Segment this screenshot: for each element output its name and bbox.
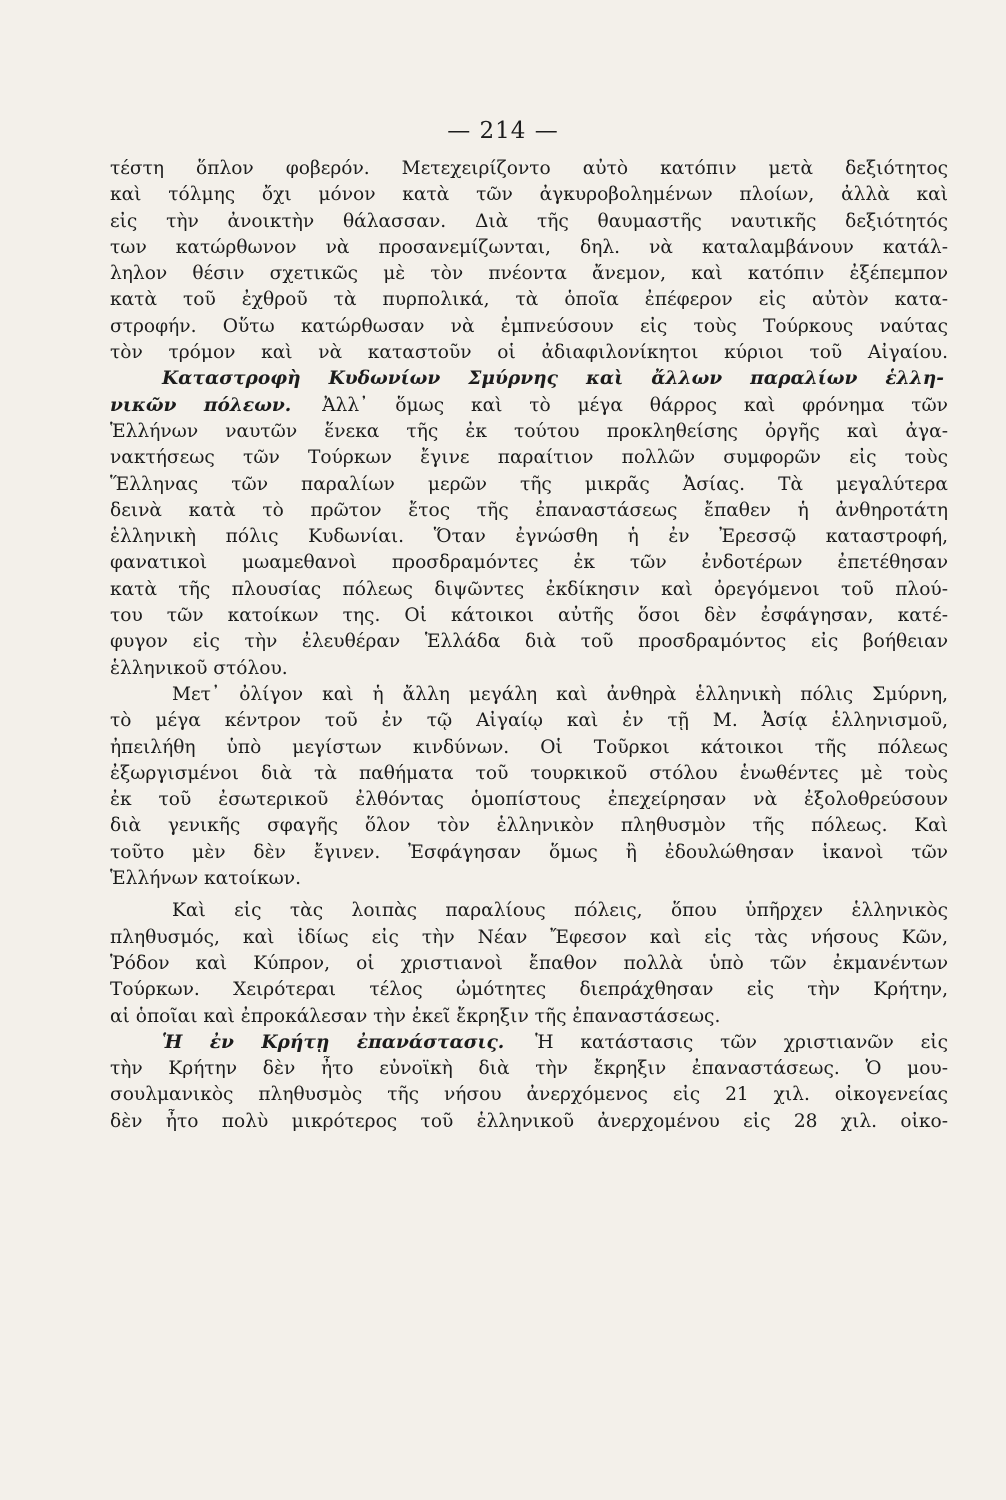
text-line: Μετ᾽ ὀλίγον καὶ ἡ ἄλλη μεγάλη καὶ ἀνθηρὰ ἑλληνικὴ πόλις Σμύρνη,: [172, 683, 948, 705]
text-line: ἠπειλήθη ὑπὸ μεγίστων κινδύνων. Οἱ Τοῦρκοι κάτοικοι τῆς πόλεως: [110, 736, 948, 758]
text-line: ληλον θέσιν σχετικῶς μὲ τὸν πνέοντα ἄνεμον, καὶ κατόπιν ἐξέπεμπον: [110, 263, 948, 285]
text-line: τὴν Κρήτην δὲν ἦτο εὐνοϊκὴ διὰ τὴν ἔκρηξιν ἐπαναστάσεως. Ὁ μου-: [110, 1058, 948, 1080]
text-line: κατὰ τοῦ ἐχθροῦ τὰ πυρπολικά, τὰ ὁποῖα ἐπέφερον εἰς αὐτὸν κατα-: [110, 289, 948, 311]
section-heading-text: Ἡ ἐν Κρήτῃ ἐπανάστασις.: [162, 1031, 505, 1053]
text-line: ἑλληνικὴ πόλις Κυδωνίαι. Ὅταν ἐγνώσθη ἡ ἐν Ἐρεσσῷ καταστροφή,: [110, 526, 948, 548]
text-line: ἐκ τοῦ ἐσωτερικοῦ ἐλθόντας ὁμοπίστους ἐπεχείρησαν νὰ ἐξολοθρεύσουν: [110, 789, 948, 811]
text-line: διὰ γενικῆς σφαγῆς ὅλον τὸν ἑλληνικὸν πληθυσμὸν τῆς πόλεως. Καὶ: [110, 815, 948, 837]
section-heading: [110, 366, 948, 392]
text-line: Ῥόδον καὶ Κύπρον, οἱ χριστιανοὶ ἔπαθον πολλὰ ὑπὸ τῶν ἐκμανέντων: [110, 952, 948, 974]
text-line: δὲν ἦτο πολὺ μικρότερος τοῦ ἑλληνικοῦ ἀνερχομένου εἰς 28 χιλ. οἰκο-: [110, 1110, 948, 1132]
text-line: [110, 1030, 948, 1056]
text-line: των κατώρθωνον νὰ προσανεμίζωνται, δηλ. νὰ καταλαμβάνουν κατάλ-: [110, 236, 948, 258]
body-text: [110, 156, 948, 1135]
text-line: Ἑλλήνων ναυτῶν ἕνεκα τῆς ἐκ τούτου προκληθείσης ὀργῆς καὶ ἀγα-: [110, 420, 948, 442]
text-line: πληθυσμός, καὶ ἰδίως εἰς τὴν Νέαν Ἔφεσον καὶ εἰς τὰς νήσους Κῶν,: [110, 926, 948, 948]
text-line: τὸ μέγα κέντρον τοῦ ἐν τῷ Αἰγαίῳ καὶ ἐν τῇ Μ. Ἀσίᾳ ἑλληνισμοῦ,: [110, 710, 948, 732]
text-line: ἐξωργισμένοι διὰ τὰ παθήματα τοῦ τουρκικοῦ στόλου ἑνωθέντες μὲ τοὺς: [110, 762, 948, 784]
page-number: — 214 —: [447, 118, 559, 144]
text-line: φυγον εἰς τὴν ἐλευθέραν Ἑλλάδα διὰ τοῦ προσδραμόντος εἰς βοήθειαν: [110, 631, 948, 653]
text-line: φανατικοὶ μωαμεθανοὶ προσδραμόντες ἐκ τῶν ἐνδοτέρων ἐπετέθησαν: [110, 552, 948, 574]
text-line: τὸν τρόμον καὶ νὰ καταστοῦν οἱ ἀδιαφιλονίκητοι κύριοι τοῦ Αἰγαίου.: [110, 342, 948, 364]
text-line: δεινὰ κατὰ τὸ πρῶτον ἔτος τῆς ἐπαναστάσεως ἔπαθεν ἡ ἀνθηροτάτη: [110, 499, 948, 521]
text-line: Ἕλληνας τῶν παραλίων μερῶν τῆς μικρᾶς Ἀσίας. Τὰ μεγαλύτερα: [110, 473, 948, 495]
text-line: ἑλληνικοῦ στόλου.: [110, 657, 288, 679]
text-line: εἰς τὴν ἀνοικτὴν θάλασσαν. Διὰ τῆς θαυμαστῆς ναυτικῆς δεξιότητός: [110, 210, 948, 232]
text-line: στροφήν. Οὕτω κατώρθωσαν νὰ ἐμπνεύσουν εἰς τοὺς Τούρκους ναύτας: [110, 315, 948, 337]
text-line: [110, 393, 948, 419]
text-line: του τῶν κατοίκων της. Οἱ κάτοικοι αὐτῆς ὅσοι δὲν ἐσφάγησαν, κατέ-: [110, 605, 948, 627]
text-line: αἱ ὁποῖαι καὶ ἐπροκάλεσαν τὴν ἐκεῖ ἔκρηξιν τῆς ἐπαναστάσεως.: [110, 1005, 721, 1027]
text-line: καὶ τόλμης ὄχι μόνον κατὰ τῶν ἀγκυροβολημένων πλοίων, ἀλλὰ καὶ: [110, 184, 948, 206]
text-line: σουλμανικὸς πληθυσμὸς τῆς νήσου ἀνερχόμενος εἰς 21 χιλ. οἰκογενείας: [110, 1084, 948, 1106]
text-line: Τούρκων. Χειρότεραι τέλος ὠμότητες διεπράχθησαν εἰς τὴν Κρήτην,: [110, 979, 948, 1001]
paragraph-start: Ἡ κατάστασις τῶν χριστιανῶν εἰς: [535, 1031, 948, 1053]
section-heading-continuation: νικῶν πόλεων.: [110, 394, 292, 416]
section-heading-text: Καταστροφὴ Κυδωνίων Σμύρνης καὶ ἄλλων παραλίων ἑλλη-: [162, 368, 944, 390]
text-line: νακτήσεως τῶν Τούρκων ἔγινε παραίτιον πολλῶν συμφορῶν εἰς τοὺς: [110, 447, 948, 469]
text-line: τέστη ὅπλον φοβερόν. Μετεχειρίζοντο αὐτὸ κατόπιν μετὰ δεξιότητος: [110, 158, 948, 179]
paragraph-start: Ἀλλ᾽ ὅμως καὶ τὸ μέγα θάρρος καὶ φρόνημα τῶν: [322, 394, 948, 416]
text-line: κατὰ τῆς πλουσίας πόλεως διψῶντες ἐκδίκησιν καὶ ὀρεγόμενοι τοῦ πλού-: [110, 578, 948, 600]
text-line: Καὶ εἰς τὰς λοιπὰς παραλίους πόλεις, ὅπου ὑπῆρχεν ἑλληνικὸς: [172, 900, 948, 922]
text-line: Ἑλλήνων κατοίκων.: [110, 868, 301, 890]
text-line: τοῦτο μὲν δὲν ἔγινεν. Ἐσφάγησαν ὅμως ἢ ἐδουλώθησαν ἱκανοὶ τῶν: [110, 841, 948, 863]
